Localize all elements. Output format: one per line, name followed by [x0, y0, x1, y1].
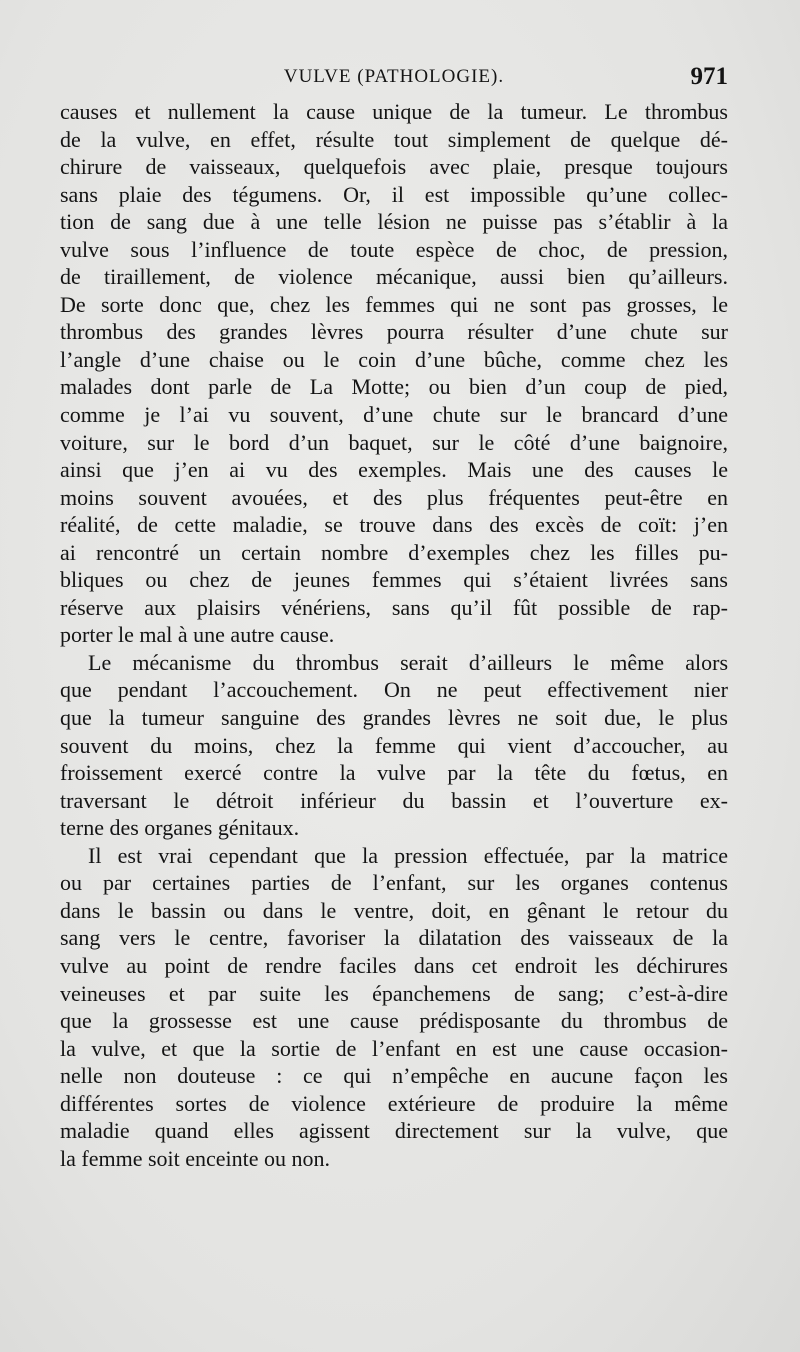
paragraph-2 — [60, 649, 728, 842]
text-line: veineuses et par suite les épanchemens de sang; c’est-à-dire — [60, 980, 728, 1006]
text-line: souvent du moins, chez la femme qui vient d’accoucher, au — [60, 732, 728, 758]
text-line: bliques ou chez de jeunes femmes qui s’étaient livrées sans — [60, 567, 728, 593]
text-line: la femme soit enceinte ou non. — [60, 1145, 331, 1171]
text-line: nelle non douteuse : ce qui n’empêche en aucune façon les — [60, 1063, 728, 1089]
text-line: traversant le détroit inférieur du bassin et l’ouverture ex- — [60, 787, 728, 813]
text-line: la vulve, et que la sortie de l’enfant en est une cause occasion- — [60, 1035, 728, 1061]
text-line: Il est vrai cependant que la pression effectuée, par la matrice — [88, 842, 728, 868]
page-number: 971 — [690, 63, 728, 90]
text-line: Le mécanisme du thrombus serait d’ailleurs le même alors — [88, 649, 728, 675]
text-line: sans plaie des tégumens. Or, il est impossible qu’une collec- — [60, 181, 728, 207]
text-line: l’angle d’une chaise ou le coin d’une bûche, comme chez les — [60, 346, 728, 372]
text-line: que la grossesse est une cause prédisposante du thrombus de — [60, 1008, 728, 1034]
text-line: voiture, sur le bord d’un baquet, sur le côté d’une baignoire, — [60, 429, 728, 455]
running-title: VULVE (PATHOLOGIE). — [283, 66, 505, 87]
text-line: réserve aux plaisirs vénériens, sans qu’il fût possible de rap- — [60, 594, 728, 620]
text-line: De sorte donc que, chez les femmes qui ne sont pas grosses, le — [60, 291, 728, 317]
text-line: comme je l’ai vu souvent, d’une chute sur le brancard d’une — [60, 402, 728, 428]
text-line: vulve sous l’influence de toute espèce de choc, de pression, — [60, 236, 728, 262]
text-line: maladie quand elles agissent directement sur la vulve, que — [60, 1118, 728, 1144]
text-line: que la tumeur sanguine des grandes lèvres ne soit due, le plus — [60, 705, 728, 731]
text-line: réalité, de cette maladie, se trouve dans des excès de coït: j’en — [60, 512, 728, 538]
text-line: ainsi que j’en ai vu des exemples. Mais une des causes le — [60, 457, 728, 483]
text-line: de la vulve, en effet, résulte tout simplement de quelque dé- — [60, 126, 728, 152]
text-line: ai rencontré un certain nombre d’exemples chez les filles pu- — [60, 539, 728, 565]
text-line: ou par certaines parties de l’enfant, sur les organes contenus — [60, 870, 728, 896]
text-line: vulve au point de rendre faciles dans cet endroit les déchirures — [60, 952, 728, 978]
text-line: différentes sortes de violence extérieure de produire la même — [60, 1090, 728, 1116]
body-text — [60, 98, 728, 1172]
text-line: causes et nullement la cause unique de la tumeur. Le thrombus — [60, 99, 728, 124]
text-line: sang vers le centre, favoriser la dilatation des vaisseaux de la — [60, 925, 728, 951]
text-line: terne des organes génitaux. — [60, 815, 300, 841]
text-line: porter le mal à une autre cause. — [60, 622, 335, 648]
text-line: malades dont parle de La Motte; ou bien d’un coup de pied, — [60, 374, 728, 400]
text-line: chirure de vaisseaux, quelquefois avec plaie, presque toujours — [60, 154, 728, 180]
paragraph-3 — [60, 842, 728, 1173]
text-line: thrombus des grandes lèvres pourra résulter d’une chute sur — [60, 319, 728, 345]
text-line: de tiraillement, de violence mécanique, aussi bien qu’ailleurs. — [60, 264, 728, 290]
paragraph-1 — [60, 98, 728, 649]
text-line: tion de sang due à une telle lésion ne puisse pas s’établir à la — [60, 209, 728, 235]
text-line: dans le bassin ou dans le ventre, doit, en gênant le retour du — [60, 897, 728, 923]
text-line: que pendant l’accouchement. On ne peut effectivement nier — [60, 677, 728, 703]
text-line: froissement exercé contre la vulve par la tête du fœtus, en — [60, 760, 728, 786]
page-header — [60, 63, 728, 94]
text-line: moins souvent avouées, et des plus fréquentes peut-être en — [60, 484, 728, 510]
